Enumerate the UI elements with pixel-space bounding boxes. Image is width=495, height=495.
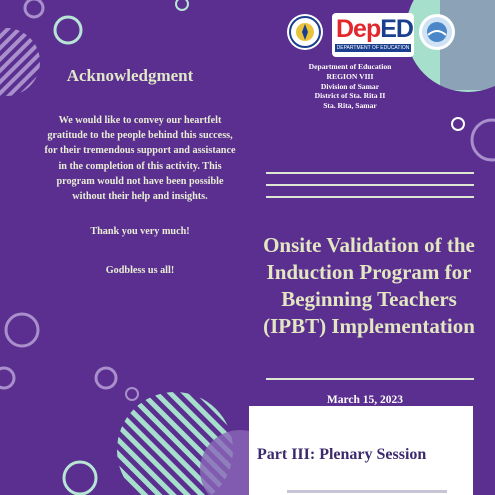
deco-ring bbox=[452, 118, 464, 130]
deped-logo bbox=[332, 13, 414, 57]
title-line: (IPBT) Implementation bbox=[263, 314, 475, 338]
acknowledgment-closing: Godbless us all! bbox=[105, 265, 175, 276]
deco-ring bbox=[25, 0, 43, 17]
deped-seal-icon bbox=[286, 13, 324, 51]
deped-logo-subtext: DEPARTMENT OF EDUCATION bbox=[336, 45, 410, 51]
header-line: REGION VIII bbox=[326, 71, 374, 81]
deco-ring bbox=[6, 314, 38, 346]
card-fine-print bbox=[287, 490, 447, 493]
header-line: Department of Education bbox=[308, 62, 392, 71]
acknowledgment-body: We would like to convey our heartfelt gratitude to the people behind this success, for their tremendous support and assistance in the completion of this activity. This program would not have been possible without their help and insights. bbox=[44, 115, 236, 203]
plenary-card bbox=[249, 406, 473, 495]
deco-ring bbox=[126, 388, 138, 400]
divider-line bbox=[266, 184, 474, 186]
deco-ring bbox=[0, 368, 14, 388]
deco-ring bbox=[176, 0, 188, 10]
divider-line bbox=[266, 172, 474, 174]
header-line: Division of Samar bbox=[320, 81, 380, 91]
event-date: March 15, 2023 bbox=[326, 394, 404, 406]
divider-line bbox=[266, 196, 474, 198]
deco-ring bbox=[472, 120, 495, 160]
acknowledgment-thanks: Thank you very much! bbox=[90, 226, 190, 237]
acknowledgment-title: Acknowledgment bbox=[66, 66, 194, 85]
header-address bbox=[296, 62, 404, 111]
deco-ring bbox=[64, 462, 96, 494]
deco-ring bbox=[96, 368, 116, 388]
title-line: Onsite Validation of the bbox=[263, 233, 475, 257]
card-heading: Part III: Plenary Session bbox=[257, 446, 427, 463]
document-title bbox=[259, 232, 479, 340]
division-seal-icon bbox=[418, 13, 456, 51]
divider-line bbox=[266, 378, 474, 380]
logo-row bbox=[286, 13, 454, 63]
title-line: Beginning Teachers bbox=[281, 287, 457, 311]
deco-ring bbox=[55, 17, 81, 43]
header-line: Sta. Rita, Samar bbox=[323, 101, 377, 111]
title-line: Induction Program for bbox=[266, 260, 472, 284]
header-line: District of Sta. Rita II bbox=[314, 91, 386, 101]
deped-logo-text: DepED bbox=[336, 15, 413, 43]
